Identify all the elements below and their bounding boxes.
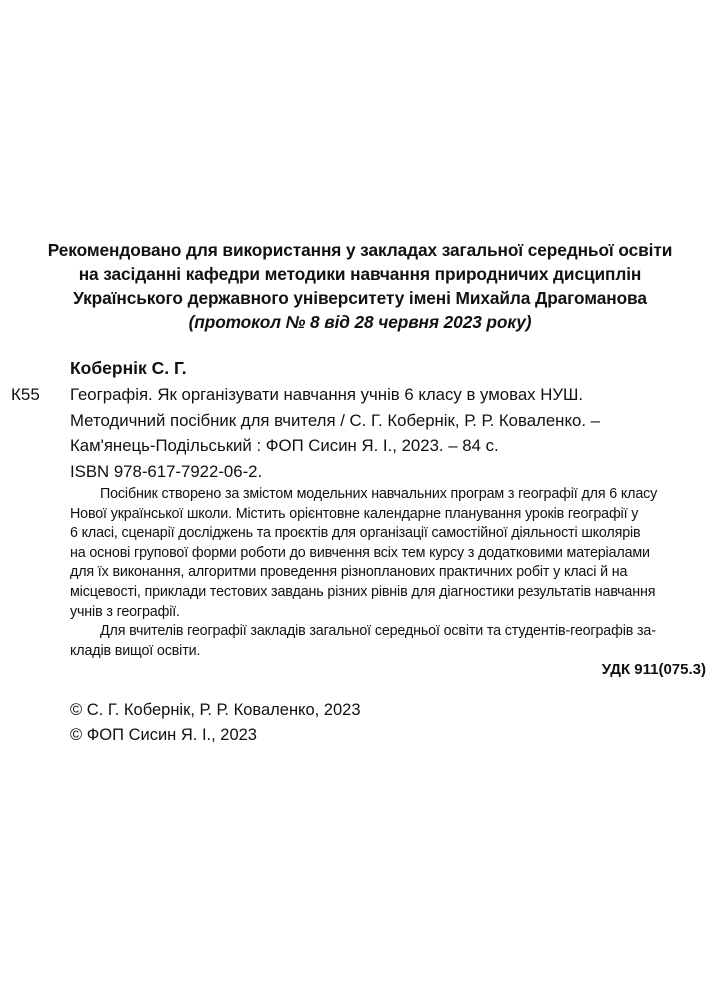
annotation-line: місцевості, приклади тестових завдань різних рівнів для діагностики результатів навчання (70, 583, 656, 600)
recommendation-line: на засіданні кафедри методики навчання природничих дисциплін (78, 264, 642, 284)
annotation-line: для їх виконання, алгоритми проведення різнопланових практичних робіт у класі й на (70, 564, 628, 581)
annotation-line: учнів з географії. (70, 603, 180, 620)
recommendation-line: Українського державного університету імені Михайла Драгоманова (73, 288, 647, 308)
author-sign-code: К55 (11, 385, 40, 404)
audience-line: кладів вищої освіти. (70, 642, 201, 659)
annotation-line: Посібник створено за змістом модельних навчальних програм з географії для 6 класу (100, 486, 658, 502)
recommendation-line: Рекомендовано для використання у закладах загальної середньої освіти (47, 240, 673, 260)
biblio-line: Географія. Як організувати навчання учнів 6 класу в умовах НУШ. (70, 385, 584, 404)
udk-code: УДК 911(075.3) (601, 661, 706, 678)
copyright-line: © ФОП Сисин Я. І., 2023 (70, 726, 257, 744)
biblio-line: Методичний посібник для вчителя / С. Г. Кобернік, Р. Р. Коваленко. – (70, 410, 600, 430)
annotation-line: на основі групової форми роботи до вивчення всіх тем курсу з додатковими матеріалами (70, 544, 650, 561)
annotation-block (70, 485, 712, 661)
author-heading: Кобернік С. Г. (70, 358, 187, 378)
recommendation-block (0, 238, 720, 334)
protocol-note: (протокол № 8 від 28 червня 2023 року) (188, 312, 532, 332)
copyright-block (70, 698, 361, 748)
isbn: ISBN 978-617-7922-06-2. (70, 461, 263, 481)
annotation-line: Нової української школи. Містить орієнтовне календарне планування уроків географії у (70, 505, 639, 522)
audience-line: Для вчителів географії закладів загальної середньої освіти та студентів-географів за- (100, 623, 656, 640)
annotation-line: 6 класі, сценарії досліджень та проєктів для організації самостійної діяльності школярів (70, 525, 641, 542)
copyright-line: © С. Г. Кобернік, Р. Р. Коваленко, 2023 (70, 701, 361, 719)
bibliographic-description (70, 382, 710, 484)
biblio-line: Кам'янець-Подільський : ФОП Сисин Я. І., 2023. – 84 с. (70, 436, 499, 455)
